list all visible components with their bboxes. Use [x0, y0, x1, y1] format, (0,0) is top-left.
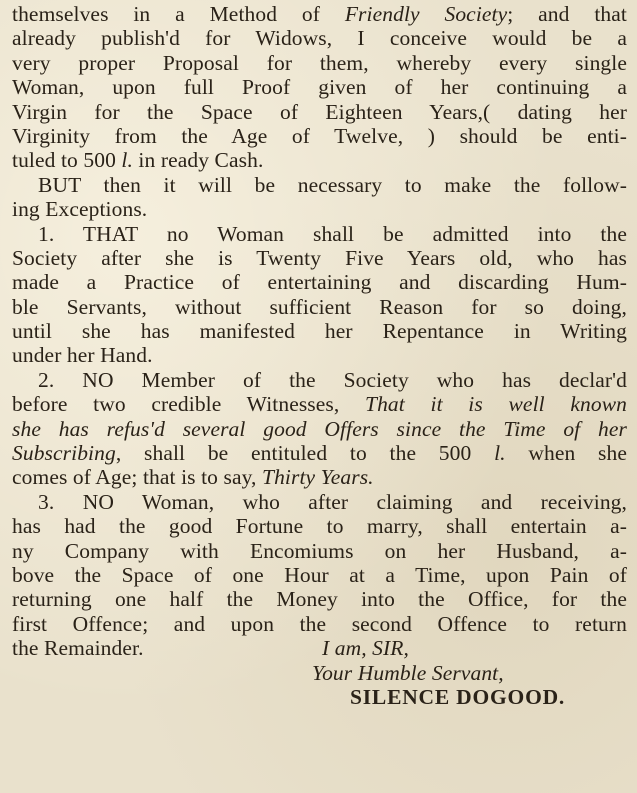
italic-text: Subscribing [12, 441, 116, 466]
text-run: ny Company with Encomiums on her Husband, a- [12, 538, 627, 563]
letter-body [12, 2, 627, 636]
text-line [12, 222, 627, 246]
text-line [12, 319, 627, 343]
text-run: comes of Age; that is to say, [12, 465, 263, 490]
text-line [12, 563, 627, 587]
text-run: already publish'd for Widows, I conceive would be a [12, 26, 627, 51]
letter-closing: Your Humble Servant, [312, 660, 504, 685]
text-line [12, 612, 627, 636]
text-run: Woman, upon full Proof given of her continuing a [12, 75, 627, 100]
signoff-row [12, 636, 627, 660]
text-line [12, 26, 627, 50]
text-run: Virgin for the Space of Eighteen Years,( dating her [12, 99, 627, 124]
text-line [12, 343, 627, 367]
text-line [12, 514, 627, 538]
text-run: ble Servants, without sufficient Reason for so doing, [12, 294, 627, 319]
text-run: when she [505, 441, 627, 466]
text-line [12, 441, 627, 465]
text-line [12, 417, 627, 441]
italic-text: l. [494, 441, 506, 466]
text-line [12, 246, 627, 270]
text-run: bove the Space of one Hour at a Time, upon Pain of [12, 562, 627, 587]
text-run: BUT then it will be necessary to make the follow- [38, 172, 627, 197]
letter-final-words: the Remainder. [12, 636, 144, 661]
text-run: made a Practice of entertaining and discarding Hum- [12, 270, 627, 295]
text-run: 3. NO Woman, who after claiming and receiving, [38, 489, 627, 514]
text-line [12, 197, 627, 221]
text-run: 2. NO Member of the Society who has declar'd [38, 367, 627, 392]
text-run: in ready Cash. [132, 148, 264, 173]
text-line [12, 392, 627, 416]
text-line [12, 465, 627, 489]
text-run: very proper Proposal for them, whereby every single [12, 50, 627, 75]
text-line [12, 75, 627, 99]
text-run: first Offence; and upon the second Offence to return [12, 611, 627, 636]
letter-signature: SILENCE DOGOOD. [350, 684, 566, 709]
text-run: tuled to 500 [12, 148, 122, 173]
text-run: ing Exceptions. [12, 197, 148, 222]
text-line [12, 124, 627, 148]
text-line [12, 2, 627, 26]
text-line [12, 539, 627, 563]
text-line [12, 490, 627, 514]
text-run: returning one half the Money into the Office, for the [12, 587, 627, 612]
text-run: , shall be entituled to the 500 [115, 441, 495, 466]
text-run: Virginity from the Age of Twelve, ) should be enti- [12, 123, 627, 148]
text-line [12, 51, 627, 75]
text-run: ; and that [507, 2, 627, 26]
text-run: has had the good Fortune to marry, shall entertain a- [12, 514, 627, 539]
italic-text: l. [121, 148, 133, 173]
text-line [12, 368, 627, 392]
text-line [12, 295, 627, 319]
text-run: themselves in a Method of [12, 2, 345, 26]
text-line [12, 100, 627, 124]
text-run: 1. THAT no Woman shall be admitted into the [38, 221, 627, 246]
text-line [12, 270, 627, 294]
text-line [12, 148, 627, 172]
text-run: until she has manifested her Repentance in Writing [12, 319, 627, 344]
text-run: Society after she is Twenty Five Years old, who has [12, 245, 627, 270]
italic-text: Thirty Years. [262, 465, 374, 490]
italic-text: That it is well known [365, 392, 627, 417]
italic-text: she has refus'd several good Offers since the Time of her [12, 416, 627, 441]
letter-salutation: I am, SIR, [322, 636, 409, 661]
text-run: under her Hand. [12, 343, 153, 368]
text-run: before two credible Witnesses, [12, 392, 366, 417]
text-line [12, 173, 627, 197]
text-line [12, 587, 627, 611]
italic-text: Friendly Society [344, 2, 508, 26]
